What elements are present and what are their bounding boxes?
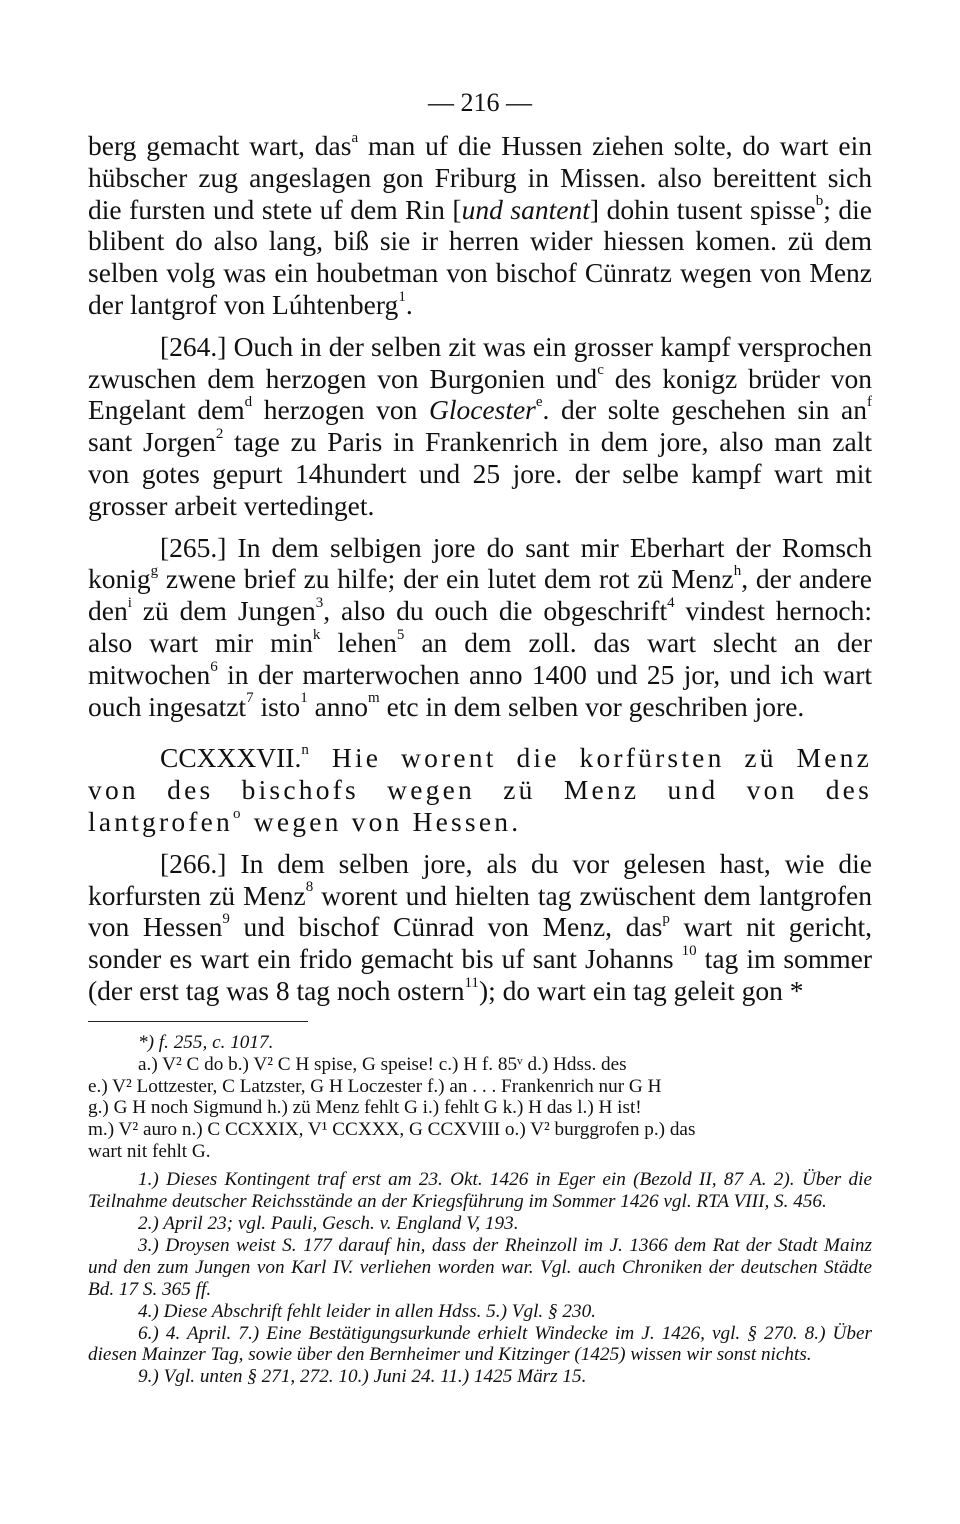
paragraph-265: [265.] In dem selbigen jore do sant mir Eberhart der Romsch konig$^g$ zwene brief zu hilfe; der ein lutet dem rot zü Menz$^h$, der andere den$^i$ zü dem Jungen$^3$, also du ouch die obgeschrift$^4$ vindest hernoch: also wart mir $\min^k$ lehen$^5$ an dem zoll. das wart slecht an der mitwochen$^6$ in der marterwochen anno 1400 und 25 jor, und ich wart ouch ingesatzt$^7$ isto$^1$ anno$^m$ etc in dem selben vor geschriben jore. (88, 531, 873, 722)
document-page (88, 88, 872, 1388)
footnote-mark: 4 (667, 595, 675, 611)
footnote-mark: k (312, 626, 321, 643)
footnote-mark: e (535, 394, 543, 411)
chapter-heading: CCXXXVII.$^n$ Hie worent die korfürsten zü Menz von des bischofs wegen zü Menz und von des lantgrofen$^o$ wegen von Hessen. (88, 742, 872, 837)
footnote-star: *) f. 255, c. 1017. (138, 1031, 274, 1053)
page-number: — 216 — (428, 88, 532, 117)
footnote-mark: d (244, 394, 253, 411)
variant-line: g.) G H noch Sigmund h.) zü Menz fehlt G i.) fehlt G k.) H das l.) H ist! (88, 1097, 642, 1119)
variant-line: a.) V² C do b.) V² C H spise, G speise! c.) H f. 85ᵛ d.) Hdss. des (138, 1053, 627, 1075)
footnote-mark: p (662, 911, 670, 928)
variant-line: e.) V² Lottzester, C Latzster, G H Loczester f.) an . . . Frankenrich nur G H (88, 1075, 662, 1097)
variant-notes (88, 1054, 872, 1164)
footnote-mark: m (368, 690, 380, 707)
explanatory-note-6-8: 6.) 4. April. 7.) Eine Bestätigungsurkunde erhielt Windecke im J. 1426, vgl. § 270. 8.) Über diesen Mainzer Tag, sowie über den Bernheimer und Kitzinger (1425) wissen wir sonst nichts. (88, 1322, 872, 1366)
paragraph-264: [264.] Ouch in der selben zit was ein grosser kampf versprochen zwuschen dem herzogen von Burgonien und$^c$ des konigz brüder von Engelant dem$^d$ herzogen von Glocester$^e$. der solte geschehen $\sin an^f$ sant Jorgen$^2$ tage zu Paris in Frankenrich in dem jore, also man zalt von gotes gepurt 14hundert und 25 jore. der selbe kampf wart mit grosser arbeit vertedinget. (88, 330, 873, 521)
paragraph-266: [266.] In dem selben jore, als du vor gelesen hast, wie die korfursten zü Menz$^8$ worent und hielten tag zwüschent dem lantgrofen von Hessen$^9$ und bischof Cünrad von Menz, das$^p$ wart nit gericht, sonder es wart ein frido gemacht bis uf sant Johanns $^{10}$ tag im sommer (der erst tag was 8 tag noch ostern$^{11}$); do wart ein tag geleit gon * (88, 847, 873, 1006)
footnote-mark: 7 (246, 690, 254, 707)
footnote-mark: f (866, 394, 872, 411)
paragraph-1: berg gemacht wart, das$^a$ man uf die Hussen ziehen solte, do wart ein hübscher zug angeslagen gon Friburg in Missen. also bereittent sich die fursten und stete uf dem Rin [und santent] dohin tusent spisse$^b$; die blibent do also lang, biß sie ir herren wider hiessen komen. zü dem selben volg was ein houbetman von bischof Cünratz wegen von Menz der lantgrof von Lúhtenberg$^1$. (88, 129, 872, 320)
explanatory-notes (88, 1169, 872, 1388)
footnote-mark: 1 (398, 288, 406, 305)
footnote-mark: c (597, 362, 604, 379)
footnote-mark: 11 (464, 974, 479, 991)
footnote-mark: o (233, 805, 244, 822)
footnote-mark: n (301, 742, 313, 759)
main-text (88, 130, 872, 1007)
explanatory-note-4-5: 4.) Diese Abschrift fehlt leider in allen Hdss. 5.) Vgl. § 230. (138, 1300, 596, 1322)
footnote-mark: 2 (215, 426, 224, 443)
footnotes (88, 1032, 872, 1389)
variant-line: wart nit fehlt G. (88, 1141, 211, 1163)
footnote-mark: a (351, 129, 359, 146)
footnote-mark: 9 (222, 911, 230, 928)
footnote-mark: 8 (305, 879, 314, 896)
explanatory-note-3: 3.) Droysen weist S. 177 darauf hin, dass der Rheinzoll im J. 1366 dem Rat der Stadt Mainz und den zum Jungen von Karl IV. verliehen worden war. Vgl. auch Chroniken der deutschen Städte Bd. 17 S. 365 ff. (88, 1234, 872, 1300)
explanatory-note-9-11: 9.) Vgl. unten § 271, 272. 10.) Juni 24. 11.) 1425 März 15. (138, 1366, 587, 1388)
footnote-mark: b (815, 193, 824, 210)
footnote-mark: 5 (396, 626, 405, 643)
footnote-mark: 6 (210, 658, 218, 675)
footnote-mark: h (733, 563, 742, 580)
explanatory-note-1: 1.) Dieses Kontingent traf erst am 23. Okt. 1426 in Eger ein (Bezold II, 87 A. 2). Über die Teilnahme deutscher Reichsstände an der Kriegsführung im Sommer 1426 vgl. RTA VIII, S. 456. (88, 1169, 872, 1213)
footnote-mark: g (150, 563, 159, 580)
footnote-mark: 1 (300, 690, 308, 707)
footnote-separator (88, 1021, 308, 1022)
footnote-mark: i (127, 595, 132, 611)
footnote-mark: 10 (681, 942, 697, 959)
variant-line: m.) V² auro n.) C CCXXIX, V¹ CCXXX, G CCXVIII o.) V² burggrofen p.) das (88, 1119, 696, 1141)
footnote-mark: 3 (315, 595, 324, 611)
explanatory-note-2: 2.) April 23; vgl. Pauli, Gesch. v. England V, 193. (138, 1212, 519, 1234)
